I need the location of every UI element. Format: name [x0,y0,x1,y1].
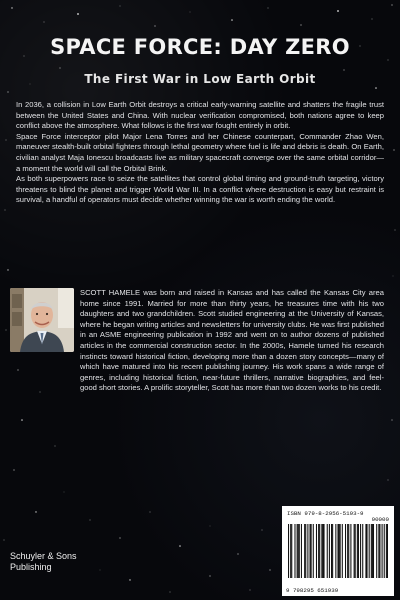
author-bio: SCOTT HAMELE was born and raised in Kansas and has called the Kansas City area home since 1991. Married for more than thirty years, he treasures time with his two daughters and two grandchildren. Scott studied engineering at the University of Kansas, where he began writing articles and newsletters for university clubs. He was first published in an ASME engineering publication in 1992 and went on to author dozens of published articles in the commercial construction sector. In the 2000s, Hamele turned his research instincts toward historical fiction, developing more than a dozen story concepts—many of which have matured into his recent publishing journey. His work spans a wide range of genres, including historical fiction, near-future thrillers, narrative biographies, and feel-good short stories. A prolific storyteller, Scott has more than two dozen works to his credit. [80,288,384,393]
author-photo [10,288,74,352]
blurb-paragraph: Space Force interceptor pilot Major Lena Torres and her Chinese counterpart, Commander Zhao Wen, maneuver stealth-built orbital fighters through lethal geometry where fuel is life and debris is death. On Earth, civilian analyst Maja Ionescu broadcasts live as military spacecraft converge over the same orbital corridor—a moment the world will call the Orbital Brink. [16,131,384,173]
book-blurb [16,100,384,206]
publisher-name [10,551,77,573]
author-portrait-image [10,288,74,352]
publisher-line-2: Publishing [10,562,52,572]
barcode-digits: 9 798295 651939 [286,587,339,594]
book-subtitle: The First War in Low Earth Orbit [84,72,316,86]
isbn-barcode [282,506,394,596]
barcode-bars [288,524,388,582]
publisher-line-1: Schuyler & Sons [10,551,77,561]
blurb-paragraph: As both superpowers race to seize the satellites that control global timing and ground-truth targeting, victory threatens to blind the planet and trigger World War III. In a conflict where destruction is easy but restraint is survival, a handful of operators must decide whether winning the war is worth ending the world. [16,174,384,205]
isbn-number: ISBN 979-8-2956-5193-9 [287,510,364,517]
book-title: SPACE FORCE: DAY ZERO [50,35,350,59]
blurb-paragraph: In 2036, a collision in Low Earth Orbit destroys a critical early-warning satellite and shatters the fragile trust between the United States and China. With nuclear verification compromised, both nations agree to keep conflict above the atmosphere. What follows is the first war fought entirely in orbit. [16,100,384,131]
barcode-price-code: 90000 [371,516,389,523]
